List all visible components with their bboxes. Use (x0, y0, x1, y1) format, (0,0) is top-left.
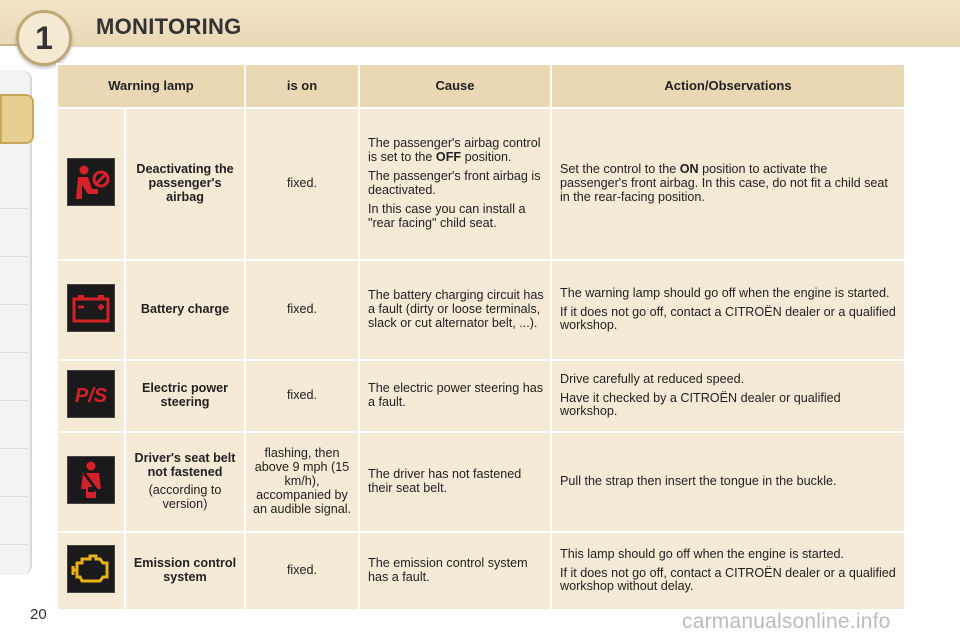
lamp-cause (359, 260, 551, 360)
passenger-airbag-off-icon (67, 158, 115, 206)
watermark: carmanualsonline.info (682, 610, 891, 633)
lamp-is-on: fixed. (245, 532, 359, 610)
cause-paragraph: The electric power steering has a fault. (368, 381, 543, 409)
cause-paragraph: The passenger's front airbag is deactivated. (368, 169, 541, 197)
column-header-cause: Cause (359, 64, 551, 108)
lamp-name-text: Driver's seat belt not fastened (134, 451, 236, 480)
lamp-name: Emission control system (125, 532, 245, 610)
lamp-cell (57, 360, 125, 432)
table-row-power-steering (57, 360, 905, 432)
lamp-is-on: fixed. (245, 260, 359, 360)
chapter-tab[interactable] (0, 162, 28, 209)
warning-lamp-table (56, 63, 906, 611)
cause-paragraph: The battery charging circuit has a fault (dirty or loose terminals, slack or cut alternator belt, ...). (368, 288, 544, 330)
cause-paragraph: The passenger's airbag control is set to the OFF position. (368, 136, 541, 165)
table-row-battery (57, 260, 905, 360)
page-number: 20 (30, 606, 47, 623)
action-paragraph: This lamp should go off when the engine is started. (560, 546, 844, 561)
lamp-is-on: fixed. (245, 108, 359, 260)
lamp-action (551, 260, 905, 360)
table-row-airbag (57, 108, 905, 260)
cause-paragraph: The emission control system has a fault. (368, 556, 528, 584)
chapter-tab[interactable] (0, 258, 28, 305)
chapter-number-badge: 1 (16, 10, 72, 66)
lamp-cause (359, 432, 551, 532)
action-paragraph: If it does not go off, contact a CITROËN dealer or a qualified workshop without delay. (560, 565, 896, 594)
lamp-cell (57, 260, 125, 360)
table-row-emission (57, 532, 905, 610)
lamp-cell (57, 432, 125, 532)
power-steering-icon-label: P/S (74, 385, 108, 408)
lamp-is-on: flashing, then above 9 mph (15 km/h), accompanied by an audible signal. (245, 432, 359, 532)
cause-paragraph: The driver has not fastened their seat belt. (368, 467, 522, 495)
action-paragraph: Drive carefully at reduced speed. (560, 371, 745, 386)
action-paragraph: Have it checked by a CITROËN dealer or qualified workshop. (560, 390, 841, 419)
column-header-action: Action/Observations (551, 64, 905, 108)
lamp-cause (359, 108, 551, 260)
chapter-tab[interactable] (0, 498, 28, 545)
power-steering-icon (67, 370, 115, 418)
lamp-name: Deactivating the passenger's airbag (125, 108, 245, 260)
lamp-cell (57, 532, 125, 610)
lamp-cause (359, 532, 551, 610)
chapter-tab[interactable] (0, 354, 28, 401)
lamp-action (551, 108, 905, 260)
action-paragraph: If it does not go off, contact a CITROËN dealer or a qualified workshop. (560, 304, 896, 333)
lamp-is-on: fixed. (245, 360, 359, 432)
engine-emission-icon (67, 545, 115, 593)
table-header-row (57, 64, 905, 108)
lamp-cell (57, 108, 125, 260)
chapter-tab[interactable] (0, 306, 28, 353)
action-paragraph: Pull the strap then insert the tongue in the buckle. (560, 474, 837, 489)
lamp-cause (359, 360, 551, 432)
seat-belt-icon (67, 456, 115, 504)
action-paragraph: The warning lamp should go off when the engine is started. (560, 285, 890, 300)
chapter-tab[interactable] (0, 210, 28, 257)
column-header-warning-lamp: Warning lamp (57, 64, 245, 108)
column-header-is-on: is on (245, 64, 359, 108)
chapter-title: MONITORING (96, 14, 242, 39)
lamp-name: Battery charge (125, 260, 245, 360)
lamp-name (125, 432, 245, 532)
chapter-tab-strip (0, 70, 32, 575)
chapter-tab[interactable] (0, 450, 28, 497)
lamp-action (551, 432, 905, 532)
chapter-tab[interactable] (0, 402, 28, 449)
lamp-name: Electric power steering (125, 360, 245, 432)
action-paragraph: Set the control to the ON position to activate the passenger's front airbag. In this case, do not fit a child seat in the rear-facing position. (560, 162, 888, 204)
lamp-name-note: (according to version) (148, 483, 222, 511)
header-rule (70, 44, 960, 47)
battery-icon (67, 284, 115, 332)
table-row-seat-belt (57, 432, 905, 532)
cause-paragraph: In this case you can install a "rear facing" child seat. (368, 201, 526, 230)
lamp-action (551, 360, 905, 432)
chapter-tab-active[interactable] (0, 94, 34, 144)
lamp-action (551, 532, 905, 610)
